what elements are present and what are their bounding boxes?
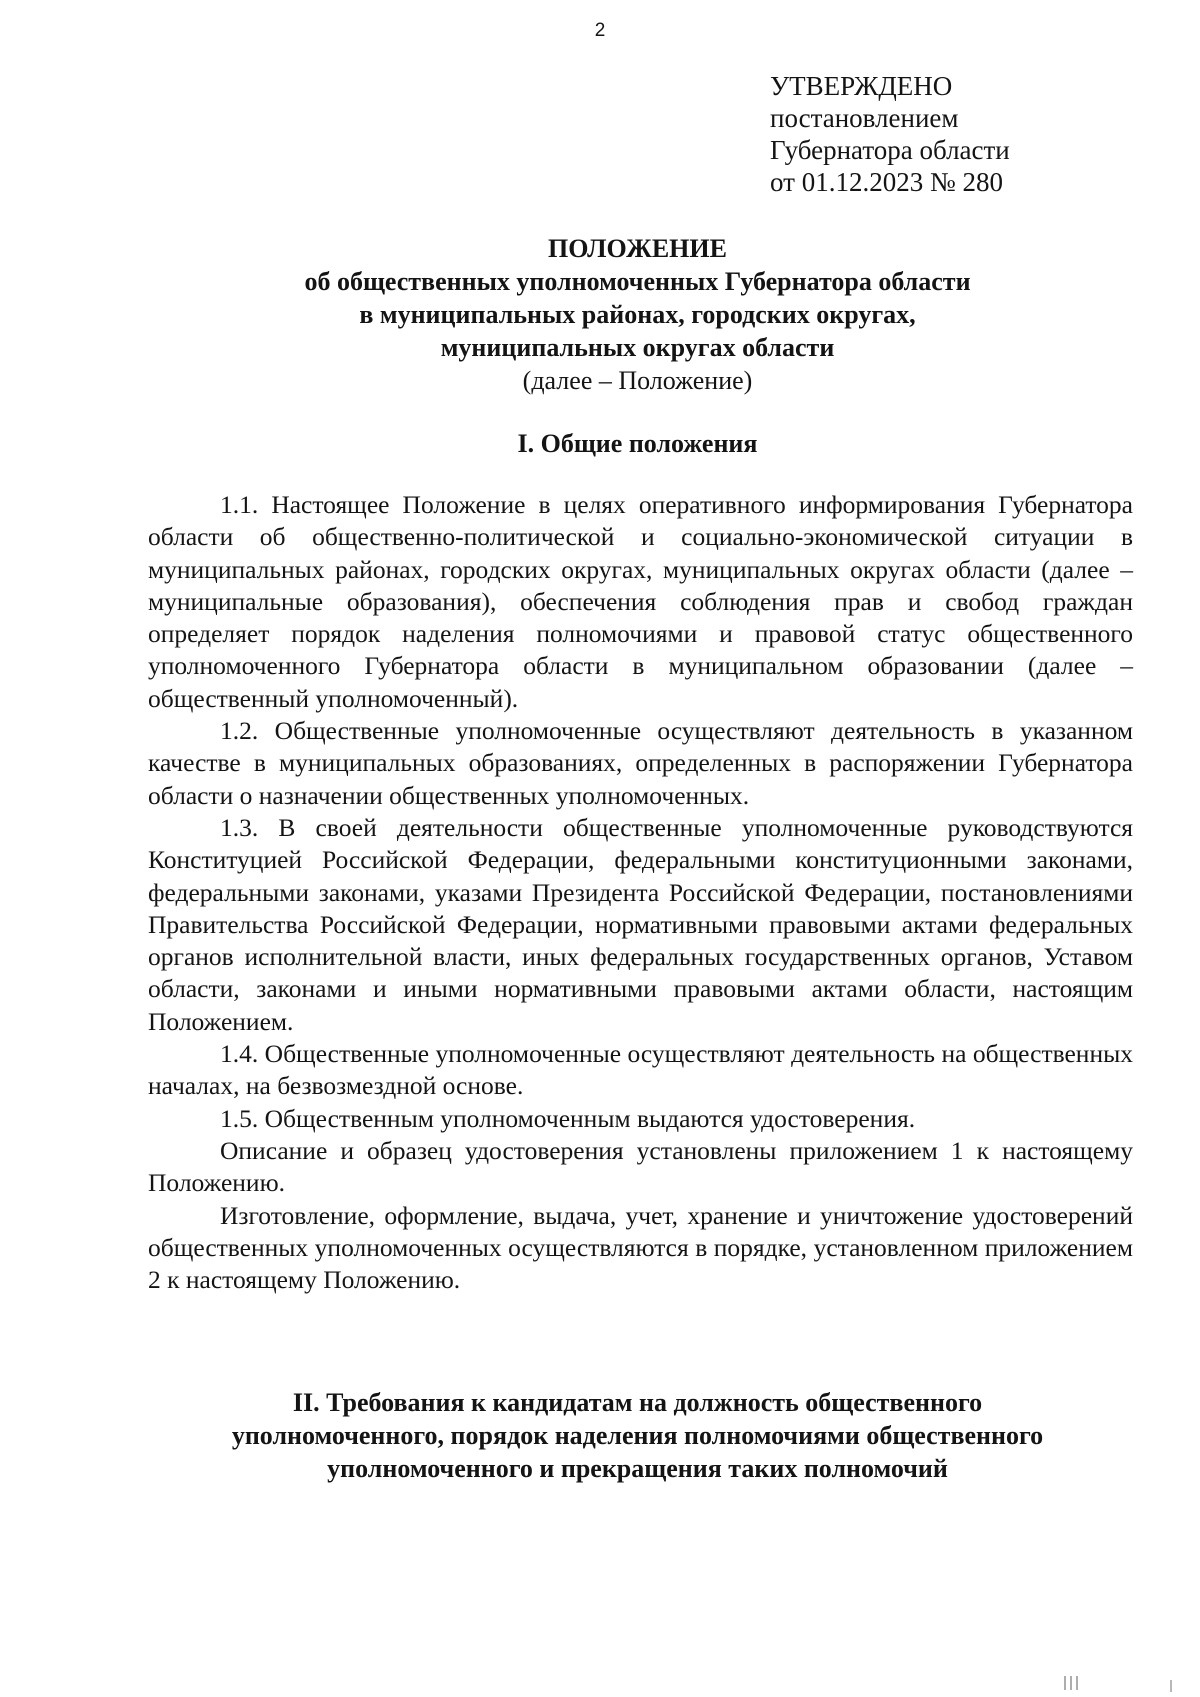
heading-line: уполномоченного и прекращения таких полномочий (327, 1454, 948, 1483)
scan-artifact (1170, 1680, 1172, 1692)
paragraph: 1.4. Общественные уполномоченные осуществляют деятельность на общественных началах, на безвозмездной основе. (148, 1039, 1133, 1101)
paragraph: 1.5. Общественным уполномоченным выдаются удостоверения. (220, 1103, 916, 1133)
title-line: ПОЛОЖЕНИЕ (548, 234, 727, 263)
section-heading (140, 1386, 1135, 1485)
title-line: муниципальных округах области (440, 333, 835, 362)
title-line: в муниципальных районах, городских округах, (359, 300, 916, 329)
paragraph: 1.3. В своей деятельности общественные уполномоченные руководствуются Конституцией Российской Федерации, федеральными конституционными законами, федеральными законами, указами Президента Российской Федерации, постановлениями Правительства Российской Федерации, нормативными правовыми актами федеральных органов исполнительной власти, иных федеральных государственных органов, Уставом области, законами и иными нормативными правовыми актами области, настоящим Положением. (148, 812, 1133, 1036)
approval-line: от 01.12.2023 № 280 (770, 167, 1003, 197)
scan-artifact (1064, 1676, 1086, 1690)
paragraph: Изготовление, оформление, выдача, учет, хранение и уничтожение удостоверений общественных уполномоченных осуществляются в порядке, установленном приложением 2 к настоящему Положению. (148, 1200, 1133, 1295)
heading-line: II. Требования к кандидатам на должность общественного (292, 1388, 983, 1417)
document-title (140, 232, 1135, 397)
paragraph: 1.2. Общественные уполномоченные осуществляют деятельность в указанном качестве в муниципальных образованиях, определенных в распоряжении Губернатора области о назначении общественных уполномоченных. (148, 716, 1133, 810)
approval-line: постановлением (770, 103, 959, 133)
paragraph: 1.1. Настоящее Положение в целях оперативного информирования Губернатора области об общественно-политической и социально-экономической ситуации в муниципальных районах, городских округах, муниципальных округах области (далее – муниципальные образования), обеспечения соблюдения прав и свобод граждан определяет порядок наделения полномочиями и правовой статус общественного уполномоченного Губернатора области в муниципальном образовании (далее – общественный уполномоченный). (148, 490, 1133, 713)
title-line: об общественных уполномоченных Губернатора области (304, 267, 971, 296)
section-body (148, 489, 1133, 1296)
title-line: (далее – Положение) (522, 366, 753, 395)
approval-stamp (770, 70, 1010, 198)
approval-line: УТВЕРЖДЕНО (770, 71, 953, 101)
section-heading: I. Общие положения (517, 429, 758, 458)
heading-line: уполномоченного, порядок наделения полномочиями общественного (231, 1421, 1044, 1450)
paragraph: Описание и образец удостоверения установлены приложением 1 к настоящему Положению. (148, 1135, 1133, 1198)
page-number: 2 (594, 20, 606, 41)
approval-line: Губернатора области (770, 135, 1010, 165)
